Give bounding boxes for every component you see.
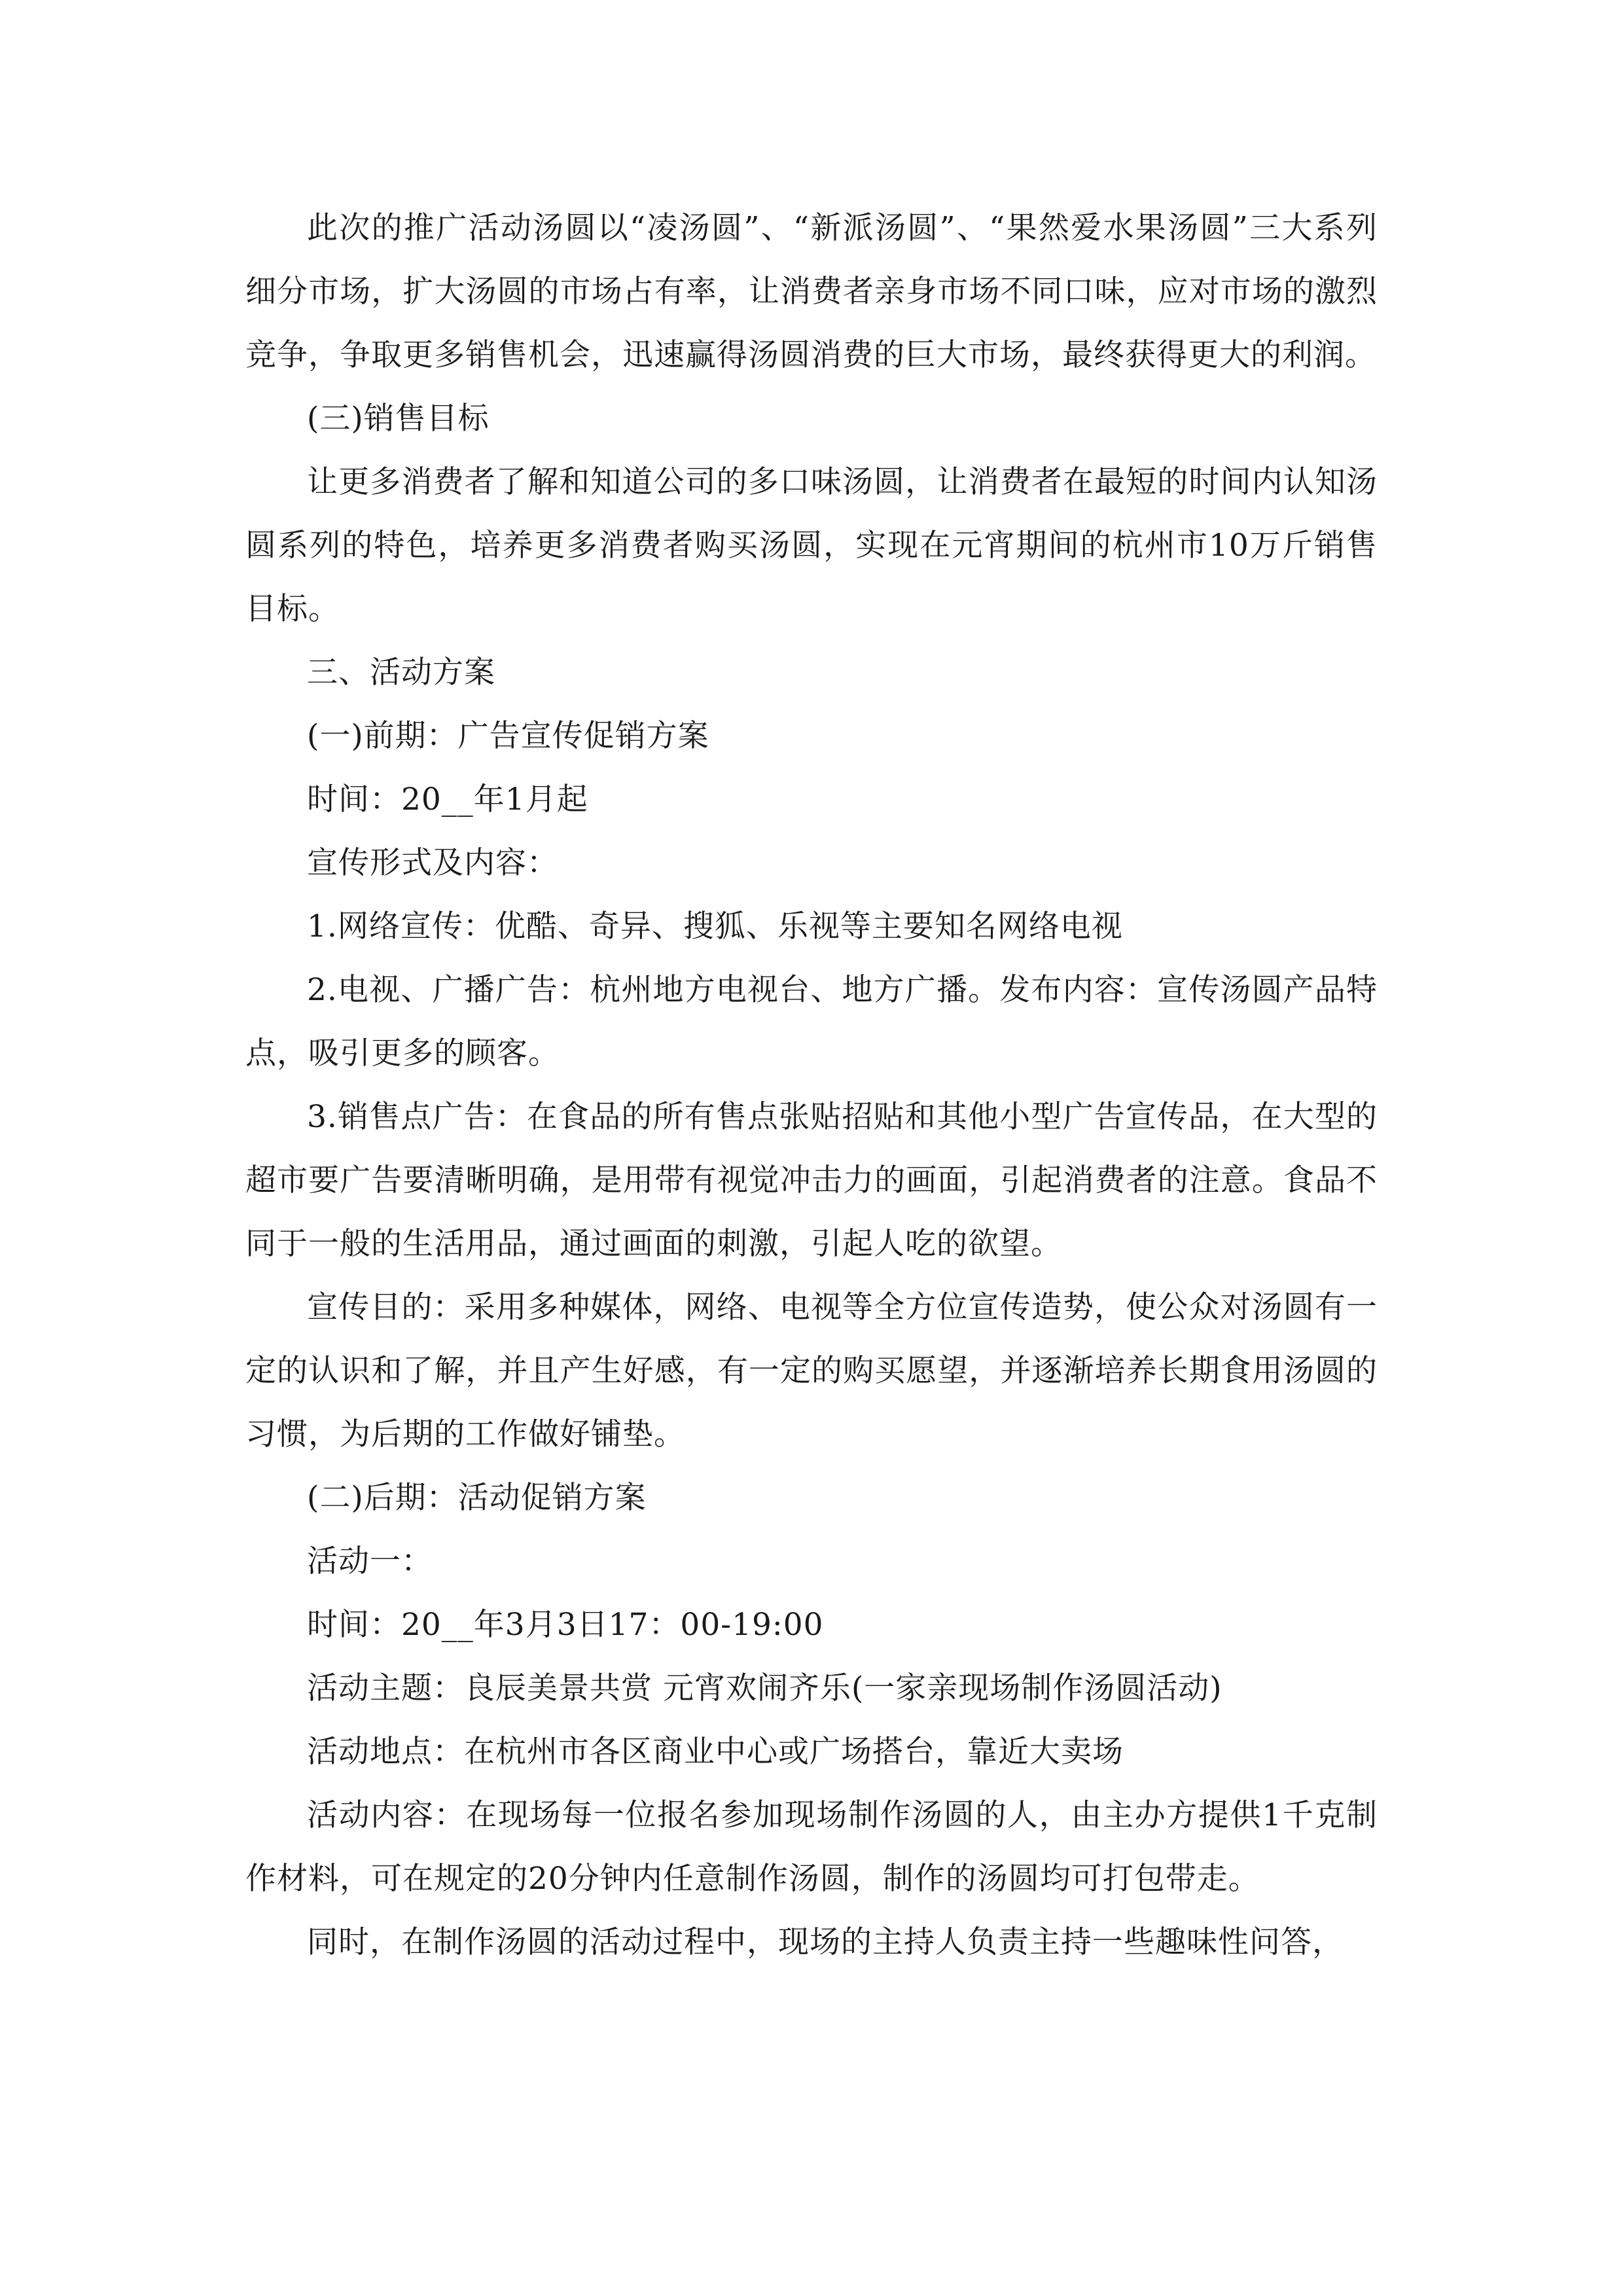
paragraph-promo-form: 宣传形式及内容： [307,845,558,881]
paragraph-intro: 此次的推广活动汤圆以“凌汤圆”、“新派汤圆”、“果然爱水果汤圆”三大系列细分市场，扩大汤圆的市场占有率，让消费者亲身市场不同口味，应对市场的激烈竞争，争取更多销售机会，迅速赢得汤圆消费的巨大市场，最终获得更大的利润。 [245,210,1378,373]
list-item-point-of-sale-ads: 3.销售点广告：在食品的所有售点张贴招贴和其他小型广告宣传品，在大型的超市要广告要清晰明确，是用带有视觉冲击力的画面，引起消费者的注意。食品不同于一般的生活用品，通过画面的刺激，引起人吃的欲望。 [245,1099,1378,1262]
paragraph-early-time: 时间：20__年1月起 [307,781,588,817]
heading-early-stage: (一)前期：广告宣传促销方案 [307,718,709,754]
list-item-tv-radio-ads: 2.电视、广播广告：杭州地方电视台、地方广播。发布内容：宣传汤圆产品特点，吸引更多的顾客。 [245,972,1378,1071]
heading-sales-target: (三)销售目标 [307,401,490,437]
list-item-online-promo: 1.网络宣传：优酷、奇异、搜狐、乐视等主要知名网络电视 [307,908,1123,944]
heading-later-stage: (二)后期：活动促销方案 [307,1480,647,1516]
heading-activity-plan: 三、活动方案 [307,655,495,691]
heading-activity-one: 活动一： [307,1543,433,1579]
paragraph-promo-purpose: 宣传目的：采用多种媒体，网络、电视等全方位宣传造势，使公众对汤圆有一定的认识和了解，并且产生好感，有一定的购买愿望，并逐渐培养长期食用汤圆的习惯，为后期的工作做好铺垫。 [245,1289,1378,1452]
paragraph-activity-location: 活动地点：在杭州市各区商业中心或广场搭台，靠近大卖场 [307,1734,1124,1770]
paragraph-sales-target: 让更多消费者了解和知道公司的多口味汤圆，让消费者在最短的时间内认知汤圆系列的特色，培养更多消费者购买汤圆，实现在元宵期间的杭州市10万斤销售目标。 [245,464,1378,627]
paragraph-activity-theme: 活动主题：良辰美景共赏 元宵欢闹齐乐(一家亲现场制作汤圆活动) [307,1670,1222,1706]
paragraph-activity-content: 活动内容：在现场每一位报名参加现场制作汤圆的人，由主办方提供1千克制作材料，可在规定的20分钟内任意制作汤圆，制作的汤圆均可打包带走。 [245,1797,1378,1897]
paragraph-activity-host: 同时，在制作汤圆的活动过程中，现场的主持人负责主持一些趣味性问答， [307,1924,1344,1960]
document-body [245,196,1378,1974]
paragraph-activity-time: 时间：20__年3月3日17：00-19:00 [307,1607,824,1643]
